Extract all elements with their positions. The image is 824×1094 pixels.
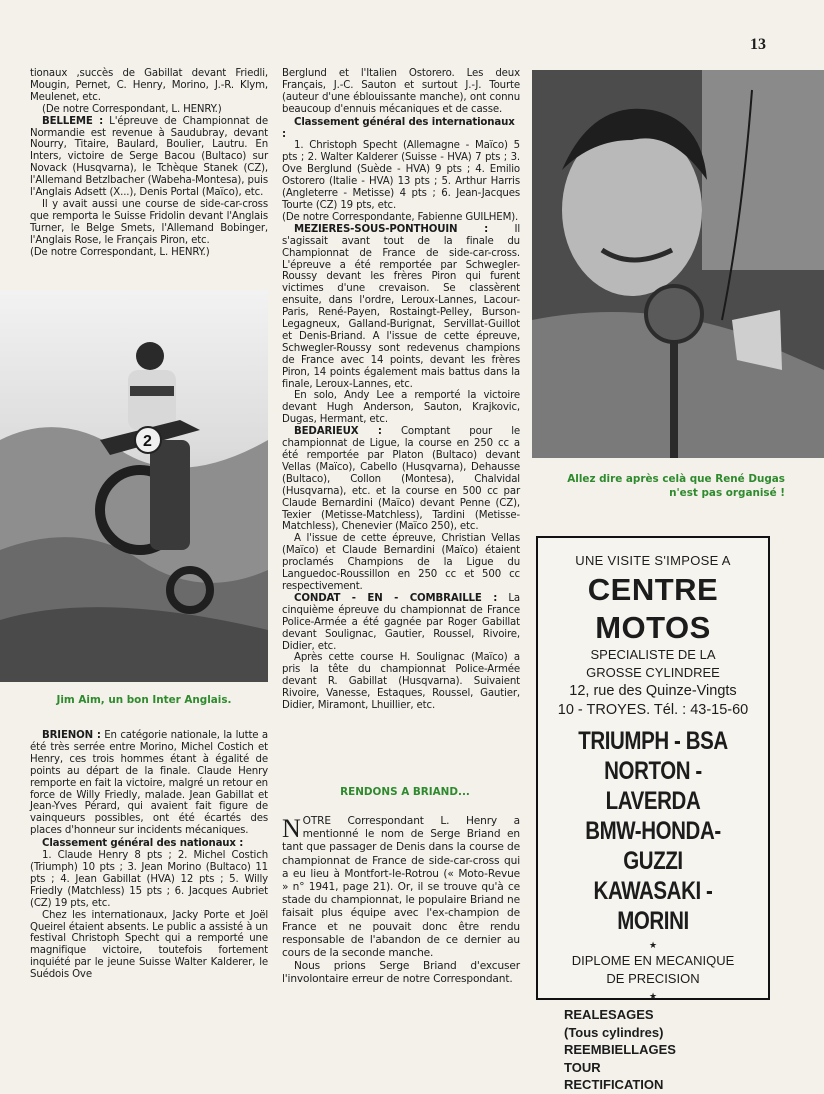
paragraph — [282, 224, 520, 391]
ad-make-line: BMW-HONDA-GUZZI — [585, 817, 721, 875]
place-keyword: MEZIERES-SOUS-PONTHOUIN : — [294, 223, 489, 235]
centre-motos-advertisement — [536, 536, 770, 1092]
place-keyword: BRIENON : — [42, 730, 101, 741]
portrait-photo — [532, 70, 824, 458]
portrait-illustration — [532, 70, 824, 458]
ad-service-item: RECTIFICATION — [564, 1077, 664, 1092]
paragraph: 1. Claude Henry 8 pts ; 2. Michel Costich (Triumph) 10 pts ; 3. Jean Morino (Bultaco) 11 pts ; 4. Jean Gabillat (HVA) 12 pts ; 5. Willy Friedly (Matchless) 15 pts ; 6. Jacques Aubriet (CZ) 19 pts, etc. — [30, 850, 268, 909]
paragraph-text: OTRE Correspondant L. Henry a mentionné le nom de Serge Briand en tant que passager de Denis dans la course de championnat de France de side-car-cross qui a eu lieu à Montfort-le-Rotrou (« Moto-Revue » n° 1941, page 21). Or, il se trouve qu'à ce stade du championnat, le populaire Briand ne faisait plus équipe avec l'ex-champion de France et ne pouvait donc être rendu responsable de l'abandon de ce dernier au cours de la seconde manche. — [282, 815, 520, 960]
paragraph: A l'issue de cette épreuve, Christian Vellas (Maïco) et Claude Bernardini (Maïco) étaient proclamés Champions de la Ligue du Languedoc-Roussillon en 250 cc et 500 cc respectivement. — [282, 533, 520, 592]
ad-diploma-line: DE PRECISION — [606, 971, 700, 986]
paragraph: Nous prions Serge Briand d'excuser l'involontaire erreur de notre Correspondant. — [282, 960, 520, 986]
ad-makes-list — [559, 726, 748, 936]
motocross-rider-illustration — [0, 290, 268, 682]
ad-address-line: 12, rue des Quinze-Vingts — [569, 683, 737, 699]
paragraph — [282, 815, 520, 960]
paragraph-text: En catégorie nationale, la lutte a été très serrée entre Morino, Michel Costich et Henry, ces trois hommes étant à égalité de points au départ de la finale. Claude Henry remporte en fait la victoire, malgré un retour en force de Willy Friedly, malade. Jean Gabillat et Jean-Yves Pérard, qui avaient fait figure de vainqueurs possibles, ont été écartés des places d'honneur sur incidents mécaniques. — [30, 730, 268, 837]
paragraph: Berglund et l'Italien Ostorero. Les deux Français, J.-C. Sauton et surtout J.-J. Tourte (auteur d'une éblouissante manche), ont connu beaucoup d'ennuis mécaniques et de casse. — [282, 68, 520, 115]
ad-service-item: TOUR — [564, 1059, 601, 1075]
paragraph — [282, 593, 520, 653]
photo-caption: Allez dire après celà que René Dugas n'est pas organisé ! — [567, 473, 785, 499]
place-keyword: BEDARIEUX : — [294, 426, 382, 438]
paragraph-text: L'épreuve de Championnat de Normandie est revenue à Saudubray, devant Nourry, Titaire, Baulard, Boulier, Lautru. En Inters, victoire de Serge Bacou (Bultaco) sur Novack (Husqvarna), le Tchèque Stanek (CZ), l'Allemand Betzlbacher (Wabeha-Montesa), puis l'Anglais Adsett (X...), Denis Portal (Maïco), etc. — [30, 115, 268, 199]
paragraph: Il y avait aussi une course de side-car-cross que remporta le Suisse Fridolin devant l'Anglais Turner, le Belge Smets, l'Allemand Bobinger, l'Anglais Rose, le Français Piron, etc. — [30, 198, 268, 246]
article-column-1-top — [30, 68, 268, 259]
star-icon: ★ — [648, 991, 658, 1001]
ad-headline: UNE VISITE S'IMPOSE A — [575, 553, 731, 568]
ad-brand-line: MOTOS — [595, 610, 711, 645]
ad-specialty-line: GROSSE CYLINDREE — [586, 665, 720, 680]
section-heading: Classement général des internationaux : — [282, 116, 515, 140]
ad-address-line: 10 - TROYES. Tél. : 43-15-60 — [557, 702, 749, 718]
ad-specialty-line: SPECIALISTE DE LA — [590, 647, 716, 662]
ad-service-item: REALESAGES — [564, 1007, 654, 1022]
drop-cap: N — [282, 814, 301, 843]
article-column-1-bottom — [30, 730, 268, 981]
ad-brand-line: CENTRE — [587, 572, 719, 607]
box-article-heading: RENDONS A BRIAND... — [340, 786, 470, 798]
paragraph-text: La cinquième épreuve du championnat de France Police-Armée a été gagnée par Roger Gabillat devant Soulignac, Gautier, Roussel, Rivoire, Didier, etc. — [282, 592, 520, 652]
page-number: 13 — [750, 36, 766, 53]
paragraph: tionaux ,succès de Gabillat devant Friedli, Mougin, Pernet, C. Henry, Morino, J.-R. Klym, Meulenet, etc. — [30, 68, 268, 103]
paragraph: 1. Christoph Specht (Allemagne - Maïco) 5 pts ; 2. Walter Kalderer (Suisse - HVA) 7 pts ; 3. Ove Berglund (Suède - HVA) 9 pts ; 4. Emilio Ostorero (Italie - HVA) 13 pts ; 5. Arthur Harris (Angleterre - Metisse) 4 pts ; 6. Jean-Jacques Tourte (CZ) 19 pts, etc. — [282, 140, 520, 211]
correspondent-credit: (De notre Correspondant, L. HENRY.) — [30, 246, 210, 258]
ad-make-line: TRIUMPH - BSA — [578, 727, 728, 755]
paragraph — [30, 730, 268, 837]
correspondent-credit: (De notre Correspondant, L. HENRY.) — [42, 103, 222, 115]
place-keyword: BELLEME : — [42, 115, 104, 127]
ad-diploma-line: DIPLOME EN MECANIQUE — [571, 953, 735, 968]
paragraph-text: Il s'agissait avant tout de la finale du Championnat de France de side-car-cross. L'épreuve a été remportée par Schwegler-Roussy devant les frères Piron qui furent victimes d'une crevaison. Se classèrent ensuite, dans l'ordre, Leroux-Lannes, Lacour-Paris, René-Payen, Rostaingt-Pelley, Burson-Legagneux, Galland-Burignat, Servillat-Guillot et Denis-Briand. A l'issue de cette épreuve, Schwegler-Roussy sont redevenus champions de France avec 14 points, devant les frères Piron, 14 points également mais battus dans la finale, Leroux-Lannes, etc. — [282, 223, 520, 390]
photo-caption: Jim Aim, un bon Inter Anglais. — [56, 694, 232, 706]
ad-make-line: KAWASAKI - MORINI — [593, 877, 713, 935]
correspondent-credit: (De notre Correspondante, Fabienne GUILHEM). — [282, 211, 519, 223]
paragraph: Chez les internationaux, Jacky Porte et Joël Queirel étaient absents. Le public a assisté à un festival Christoph Specht qui a remporté une magnifique victoire, toutefois fortement inquiété par le jeune Suisse Walter Kalderer, le Suédois Ove — [30, 909, 268, 981]
paragraph — [282, 426, 520, 533]
place-keyword: CONDAT - EN - COMBRAILLE : — [294, 592, 498, 604]
article-column-2 — [282, 68, 520, 712]
ad-service-item: (Tous cylindres) — [564, 1024, 664, 1040]
box-article — [282, 815, 520, 987]
motocross-rider-photo — [0, 290, 268, 682]
section-heading: Classement général des nationaux : — [42, 838, 244, 850]
paragraph: En solo, Andy Lee a remporté la victoire devant Hugh Anderson, Sauton, Krajkovic, Dugas, Hermant, etc. — [282, 390, 520, 426]
paragraph-text: Comptant pour le championnat de Ligue, la course en 250 cc a été remportée par Platon (Bultaco) devant Vellas (Maïco), Cabello (Husqvarna), Dehausse (Bultaco), Collon (Montesa), Chalvidal (Husqvarna), etc. et la course en 500 cc par Claude Bernardini (Maïco) devant Penne (CZ), Texier (Metisse-Matchless), Tardini (Metisse-Matchless), Chenevier (Maïco 250), etc. — [282, 426, 520, 533]
paragraph — [30, 116, 268, 199]
svg-text:2: 2 — [143, 433, 152, 450]
ad-service-item: REEMBIELLAGES — [564, 1042, 676, 1057]
ad-services-list — [564, 1006, 768, 1094]
star-icon: ★ — [648, 940, 658, 950]
paragraph: Après cette course H. Soulignac (Maïco) a pris la tête du championnat Police-Armée devant R. Gabillat (Husqvarna). Suivaient Rivoire, Vanesse, Estaques, Roussel, Gautier, Didier, Miramont, Lhuillier, etc. — [282, 652, 520, 712]
ad-make-line: NORTON - LAVERDA — [604, 757, 702, 815]
